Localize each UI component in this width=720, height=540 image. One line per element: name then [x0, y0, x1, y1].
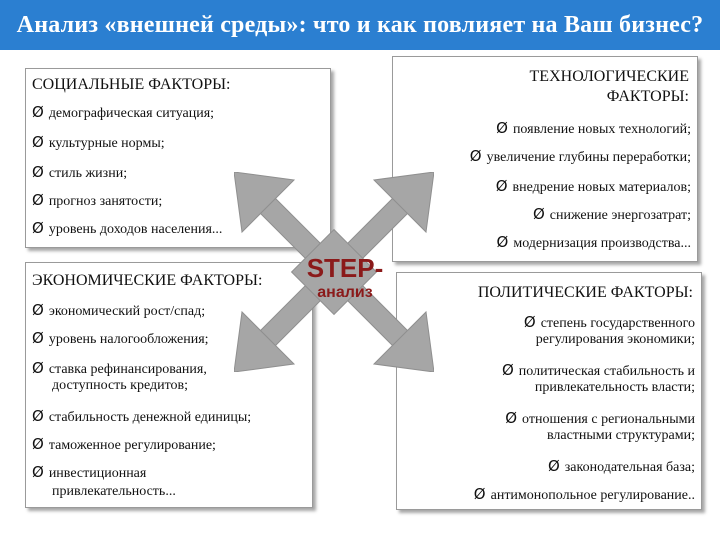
bullet-icon: Ø [473, 485, 486, 503]
list-item: Ø стиль жизни; [32, 163, 128, 181]
list-item-continuation: властными структурами; [546, 428, 695, 443]
bullet-icon: Ø [469, 147, 482, 165]
list-item: Ø модернизация производства... [496, 233, 691, 251]
political-factors-box [396, 272, 702, 510]
list-item: Ø отношения с региональными [505, 409, 695, 427]
list-item: Ø ставка рефинансирования, [32, 359, 207, 377]
bullet-icon: Ø [496, 233, 509, 251]
bullet-icon: Ø [32, 163, 44, 181]
list-item: Ø уровень доходов населения... [32, 219, 223, 237]
bullet-icon: Ø [523, 313, 536, 331]
page-title: Анализ «внешней среды»: что и как повлияет на Ваш бизнес? [16, 11, 704, 38]
political-heading: ПОЛИТИЧЕСКИЕ ФАКТОРЫ: [477, 284, 693, 301]
social-heading: СОЦИАЛЬНЫЕ ФАКТОРЫ: [32, 76, 231, 93]
step-analysis-label [290, 253, 400, 303]
bullet-icon: Ø [32, 133, 44, 151]
title-bar [0, 0, 720, 50]
bullet-icon: Ø [32, 329, 44, 347]
step-label-line2: анализ [317, 284, 373, 301]
list-item: Ø снижение энергозатрат; [532, 205, 691, 223]
bullet-icon: Ø [496, 119, 508, 137]
technological-heading: ТЕХНОЛОГИЧЕСКИЕ ФАКТОРЫ: [529, 68, 689, 105]
list-item: Ø инвестиционная [32, 463, 147, 481]
bullet-icon: Ø [505, 409, 518, 427]
list-item: Ø прогноз занятости; [32, 191, 163, 209]
list-item: Ø уровень налогообложения; [32, 329, 209, 347]
list-item: Ø антимонопольное регулирование.. [473, 485, 695, 503]
list-item-continuation: привлекательность... [52, 484, 176, 499]
list-item: Ø стабильность денежной единицы; [32, 407, 252, 425]
list-item: Ø политическая стабильность и [501, 361, 695, 379]
list-item: Ø таможенное регулирование; [32, 435, 216, 453]
list-item: Ø демографическая ситуация; [32, 103, 215, 121]
list-item: Ø культурные нормы; [32, 133, 165, 151]
list-item: Ø законодательная база; [547, 457, 695, 475]
bullet-icon: Ø [32, 463, 44, 481]
bullet-icon: Ø [32, 407, 44, 425]
list-item: Ø увеличение глубины переработки; [469, 147, 691, 165]
list-item: Ø появление новых технологий; [496, 119, 691, 137]
step-label-line1: STEP- [306, 253, 384, 283]
list-item-continuation: доступность кредитов; [52, 378, 189, 393]
list-item: Ø степень государственного [523, 313, 695, 331]
bullet-icon: Ø [32, 191, 44, 209]
list-item: Ø экономический рост/спад; [32, 301, 206, 319]
bullet-icon: Ø [547, 457, 560, 475]
bullet-icon: Ø [32, 435, 44, 453]
bullet-icon: Ø [532, 205, 545, 223]
bullet-icon: Ø [32, 219, 44, 237]
list-item-continuation: привлекательность власти; [534, 380, 695, 395]
list-item: Ø внедрение новых материалов; [495, 177, 691, 195]
bullet-icon: Ø [32, 301, 44, 319]
economic-heading: ЭКОНОМИЧЕСКИЕ ФАКТОРЫ: [32, 272, 263, 289]
bullet-icon: Ø [32, 103, 44, 121]
bullet-icon: Ø [495, 177, 508, 195]
bullet-icon: Ø [501, 361, 514, 379]
bullet-icon: Ø [32, 359, 44, 377]
list-item-continuation: регулирования экономики; [535, 332, 695, 347]
technological-factors-box [392, 56, 698, 262]
